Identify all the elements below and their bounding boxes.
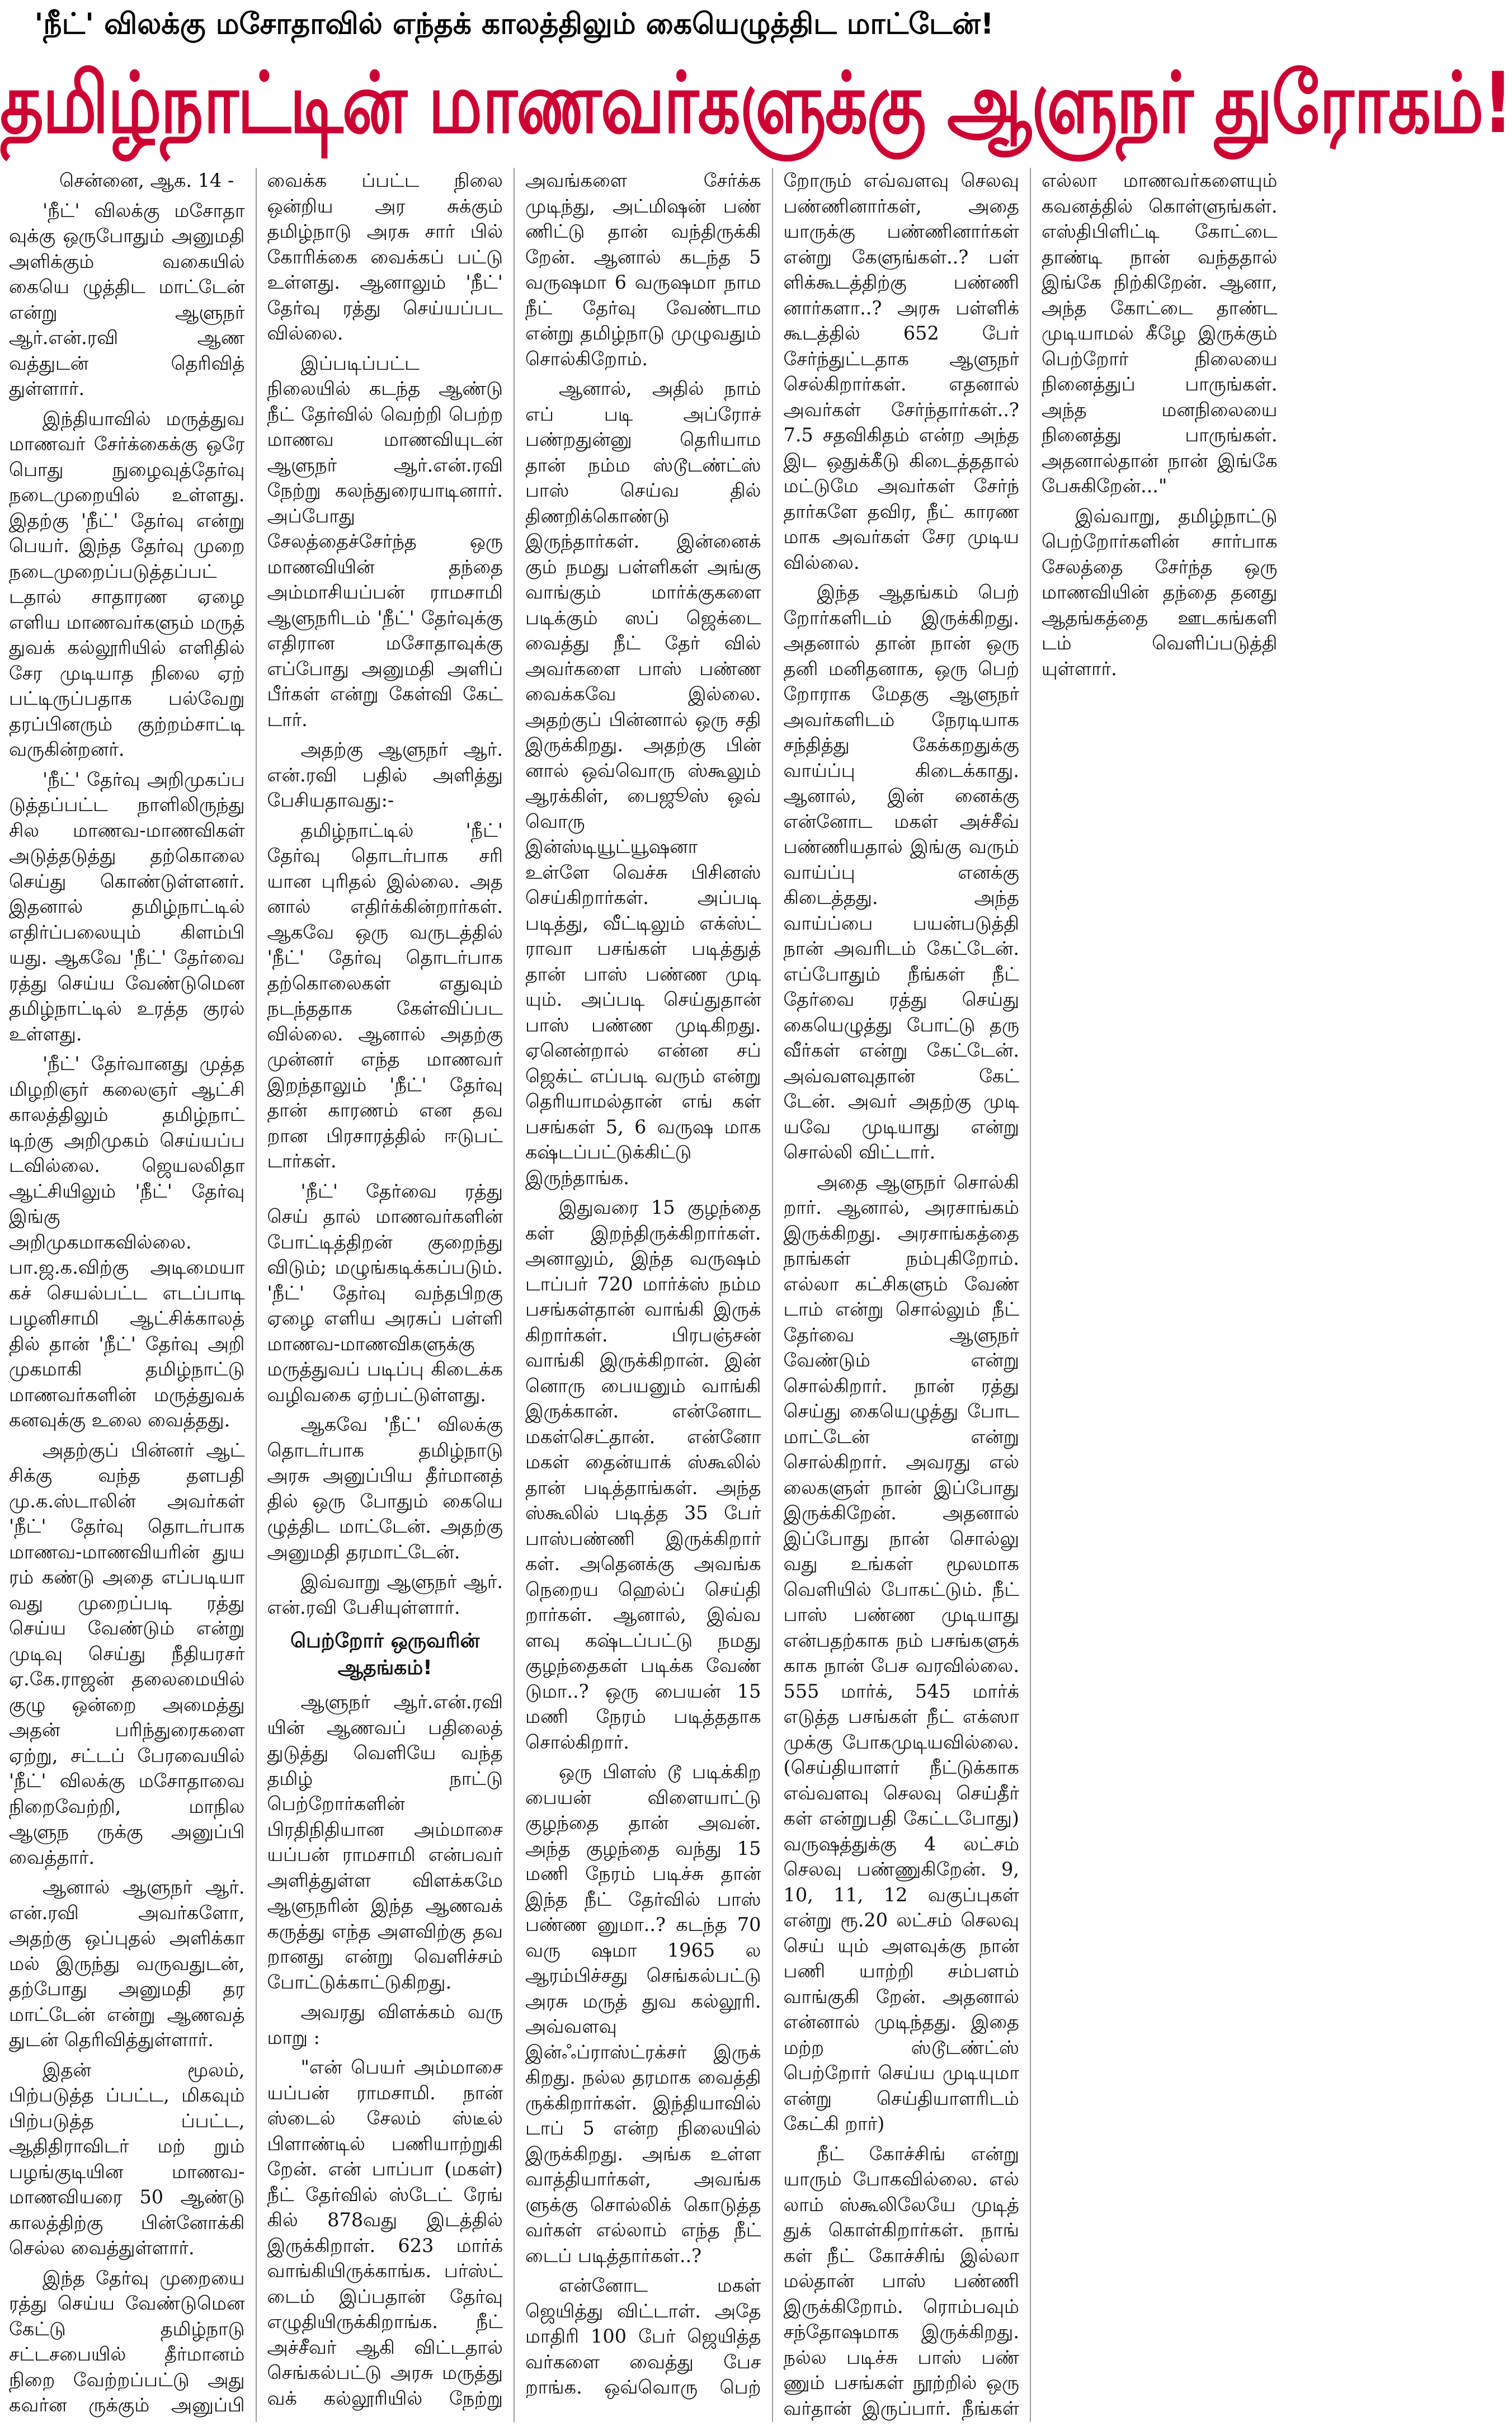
article-paragraph: இதுவரை 15 குழந்தை கள் இறந்திருக்கிறார்கள். அனாலும், இந்த வருஷம் டாப்பர் 720 மார்க்ஸ் நம்ம பசங்கள்தான் வாங்கி இருக் கிறார்கள். பிரபஞ்சன் வாங்கி இருக்கிறான். இன் னொரு பையனும் வாங்கி இருக்கான். என்னோட மகள்செட்தான். என்னோ மகள் தைன்யாக் ஸ்கூலில் தான் படித்தாங்கள். அந்த ஸ்கூலில் படித்த 35 பேர் பாஸ்பண்ணி இருக்கிறார் கள். அதெனக்கு அவங்க நெறைய ஹெல்ப் செய்தி றார்கள். ஆனால், இவ்வ ளவு கஷ்டப்பட்டு நமது குழந்தைகள் படிக்க வேண் டுமா..? ஒரு பையன் 15 மணி நேரம் படித்ததாக சொல்கிறார். — [525, 1196, 761, 1753]
article-paragraph: நீட் கோச்சிங் என்று யாரும் போகவில்லை. எல் லாம் ஸ்கூலிலேயே முடித் துக் கொள்கிறார்கள். நாங் கள் நீட் கோச்சிங் இல்லா மல்தான் பாஸ் பண்ணி இருக்கிறோம். ரொம்பவும் சந்தோஷமாக இருக்கிறது. நல்ல படிச்சு பாஸ் பண் ணும் பசங்கள் நூற்றில் ஒரு வர்தான் இருப்பார். நீங்கள் எல்லா மாணவர்களையும் கவனத்தில் கொள்ளுங்கள். எஸ்திபிளிட்டி கோட்டை தாண்டி நான் வந்ததால் இங்கே நிற்கிறேன். ஆனா, அந்த கோட்டை தாண்ட முடியாமல் கீழே இருக்கும் பெற்றோர் நிலையை நினைத்துப் பாருங்கள். அந்த மனநிலையை நினைத்து பாருங்கள். அதனால்தான் நான் இங்கே பேசுகிறேன்..." — [783, 169, 1278, 2419]
article-body — [9, 168, 1278, 2422]
article-paragraph: இப்படிப்பட்ட நிலையில் கடந்த ஆண்டு நீட் தேர்வில் வெற்றி பெற்ற மாணவ மாணவியுடன் ஆளுநர் ஆர்.என்.ரவி நேற்று கலந்துரையாடினார். அப்போது சேலத்தைச்சேர்ந்த ஒரு மாணவியின் தந்தை அம்மாசியப்பன் ராமசாமி ஆளுநரிடம் 'நீட்' தேர்வுக்கு எதிரான மசோதாவுக்கு எப்போது அனுமதி அளிப் பீர்கள் என்று கேள்வி கேட் டார். — [267, 352, 503, 731]
article-paragraph: இதன் மூலம், பிற்படுத்த ப்பட்ட, மிகவும் பிற்படுத்த ப்பட்ட, ஆதிதிராவிடர் மற் றும் பழங்குடியின மாணவ-மாணவியரை 50 ஆண்டு காலத்திற்கு பின்னோக்கி செல்ல வைத்துள்ளார். — [9, 2058, 245, 2259]
subheading: பெற்றோர் ஒருவரின் ஆதங்கம்! — [290, 1629, 480, 1679]
article-paragraph: 'நீட்' தேர்வை ரத்து செய் தால் மாணவர்களின் போட்டித்திறன் குறைந்து விடும்; மழுங்கடிக்கப்படும். 'நீட்' தேர்வு வந்தபிறகு ஏழை எளிய அரசுப் பள்ளி மாணவ-மாணவிகளுக்கு மருத்துவப் படிப்பு கிடைக்க வழிவகை ஏற்பட்டுள்ளது. — [267, 1180, 503, 1406]
article-paragraph: "என் பெயர் அம்மாசை யப்பன் ராமசாமி. நான் ஸ்டைல் சேலம் ஸ்டீல் பிளாண்டில் பணியாற்றுகி றேன். என் பாப்பா (மகள்) நீட் தேர்வில் ஸ்டேட் ரேங் கில் 878வது இடத்தில் இருக்கிறாள். 623 மார்க் வாங்கியிருக்காங்க. பர்ஸ்ட் டைம் இப்பதான் தேர்வு எழுதியிருக்கிறாங்க. நீட் அச்சீவர் ஆகி விட்டதால் செங்கல்பட்டு அரசு மருத்து வக் கல்லூரியில் நேற்று அவங்களை சேர்க்க முடிந்து, அட்மிஷன் பண் ணிட்டு தான் வந்திருக்கி றேன். ஆனால் கடந்த 5 வருஷமா 6 வருஷமா நாம நீட் தேர்வு வேண்டாம என்று தமிழ்நாடு முழுவதும் சொல்கிறோம். — [267, 169, 761, 2409]
article-paragraph: ஆளுநர் ஆர்.என்.ரவி யின் ஆணவப் பதிலைத் துடுத்து வெளியே வந்த தமிழ் நாட்டு பெற்றோர்களின் பிரதிநிதியான அம்மாசை யப்பன் ராமசாமி என்பவர் அளித்துள்ள விளக்கமே ஆளுநரின் இந்த ஆணவக் கருத்து எந்த அளவிற்கு தவ றானது என்று வெளிச்சம் போட்டுக்காட்டுகிறது. — [267, 1691, 503, 1993]
article-paragraph: ஒரு பிளஸ் டூ படிக்கிற பையன் விளையாட்டு குழந்தை தான் அவன். அந்த குழந்தை வந்து 15 மணி நேரம் படிச்சு தான் இந்த நீட் தேர்வில் பாஸ் பண்ண னுமா..? கடந்த 70 வரு ஷமா 1965 ல ஆரம்பிச்சது செங்கல்பட்டு அரசு மருத் துவ கல்லூரி. அவ்வளவு இன்ஃப்ராஸ்ட்ரக்சர் இருக் கிறது. நல்ல தரமாக வைத்தி ருக்கிறார்கள். இந்தியாவில் டாப் 5 என்ற நிலையில் இருக்கிறது. அங்க உள்ள வாத்தியார்கள், அவங்க ளுக்கு சொல்லிக் கொடுத்த வர்கள் எல்லாம் எந்த நீட் டைப் படித்தார்கள்..? — [525, 1761, 761, 2267]
article-paragraph: அதை ஆளுநர் சொல்கி றார். ஆனால், அரசாங்கம் இருக்கிறது. அரசாங்கத்தை நாங்கள் நம்புகிறோம். எல்லா கட்சிகளும் வேண் டாம் என்று சொல்லும் நீட் தேர்வை ஆளுநர் வேண்டும் என்று சொல்கிறார். நான் ரத்து செய்து கையெழுத்து போட மாட்டேன் என்று சொல்கிறார். அவரது எல் லைகளுள் நான் இப்போது இருக்கிறேன். அதனால் இப்போது நான் சொல்லு வது உங்கள் மூலமாக வெளியில் போகட்டும். நீட் பாஸ் பண்ண முடியாது என்பதற்காக நம் பசங்களுக் காக நான் பேச வரவில்லை. 555 மார்க், 545 மார்க் எடுத்த பசங்கள் நீட் எக்ஸா முக்கு போகமுடியவில்லை. (செய்தியாளர் நீட்டுக்காக எவ்வளவு செலவு செய்தீர் கள் என்றுபதி கேட்டபோது) வருஷத்துக்கு 4 லட்சம் செலவு பண்ணுகிறேன். 9, 10, 11, 12 வகுப்புகள் என்று ரூ.20 லட்சம் செலவு செய் யும் அளவுக்கு நான் பணி யாற்றி சம்பளம் வாங்குகி றேன். அதனால் என்னால் முடிந்தது. இதை மற்ற ஸ்டூடண்ட்ஸ் பெற்றோர் செய்ய முடியுமா என்று செய்தியாளரிடம் கேட்கி றார்) — [783, 1171, 1019, 2135]
top-banner: 'நீட்' விலக்கு மசோதாவில் எந்தக் காலத்திலும் கையெழுத்திட மாட்டேன்! — [34, 7, 994, 41]
article-paragraph: என்னோட மகள் ஜெயித்து விட்டாள். அதே மாதிரி 100 பேர் ஜெயித்த வர்களை வைத்து பேச றாங்க. ஒவ்வொரு பெற் றோரும் எவ்வளவு செலவு பண்ணினார்கள், அதை யாருக்கு பண்ணினார்கள் என்று கேளுங்கள்..? பள் ளிக்கூடத்திற்கு பண்ணி னார்களா..? அரசு பள்ளிக் கூடத்தில் 652 பேர் சேர்ந்துட்டதாக ஆளுநர் செல்கிறார்கள். எதனால் அவர்கள் சேர்ந்தார்கள்..? 7.5 சதவிகிதம் என்ற அந்த இட ஒதுக்கீடு கிடைத்ததால் மட்டுமே அவர்கள் சேர்ந் தார்களே தவிர, நீட் காரண மாக அவர்கள் சேர முடிய வில்லை. — [525, 169, 1019, 2398]
article-paragraph: அதற்கு ஆளுநர் ஆர். என்.ரவி பதில் அளித்து பேசியதாவது:- — [267, 738, 503, 811]
article-paragraph: இவ்வாறு ஆளுநர் ஆர். என்.ரவி பேசியுள்ளார். — [267, 1571, 503, 1618]
article-paragraph: ஆனால், அதில் நாம் எப் படி அப்ரோச் பண்றதுன்னு தெரியாம தான் நம்ம ஸ்டூடண்ட்ஸ் பாஸ் செய்வ தில் திணறிக்கொண்டு இருந்தார்கள். இன்னைக் கும் நமது பள்ளிகள் அங்கு வாங்கும் மார்க்குகளை படிக்கும் ஸப் ஜெக்டை வைத்து நீட் தேர் வில் அவர்களை பாஸ் பண்ண வைக்கவே இல்லை. அதற்குப் பின்னால் ஒரு சதி இருக்கிறது. அதற்கு பின் னால் ஒவ்வொரு ஸ்கூலும் ஆரக்கிள், பைஜூஸ் ஒவ் வொரு இன்ஸ்டியூட்யூஷனா உள்ளே வெச்சு பிசினஸ் செய்கிறார்கள். அப்படி படித்து, வீட்டிலும் எக்ஸ்ட் ராவா பசங்கள் படித்துத் தான் பாஸ் பண்ண முடி யும். அப்படி செய்துதான் பாஸ் பண்ண முடிகிறது. ஏனென்றால் என்ன சப் ஜெக்ட் எப்படி வரும் என்று தெரியாமல்தான் எங் கள் பசங்கள் 5, 6 வருஷ மாக கஷ்டப்பட்டுக்கிட்டு இருந்தாங்க. — [525, 378, 761, 1189]
article-paragraph: இந்த ஆதங்கம் பெற் றோர்களிடம் இருக்கிறது. அதனால் தான் நான் ஒரு தனி மனிதனாக, ஒரு பெற் றோராக மேதகு ஆளுநர் அவர்களிடம் நேரடியாக சந்தித்து கேக்கறதுக்கு வாய்ப்பு கிடைக்காது. ஆனால், இன் னைக்கு என்னோட மகள் அச்சீவ் பண்ணியதால் இங்கு வரும் வாய்ப்பு எனக்கு கிடைத்தது. அந்த வாய்ப்பை பயன்படுத்தி நான் அவரிடம் கேட்டேன். எப்போதும் நீங்கள் நீட் தேர்வை ரத்து செய்து கையெழுத்து போட்டு தரு வீர்கள் என்று கேட்டேன். அவ்வளவுதான் கேட் டேன். அவர் அதற்கு முடி யவே முடியாது என்று சொல்லி விட்டார். — [783, 581, 1019, 1163]
headline: தமிழ்நாட்டின் மாணவர்களுக்கு ஆளுநர் துரோகம்! — [0, 55, 1512, 153]
article-paragraph: 'நீட்' தேர்வு அறிமுகப்ப டுத்தப்பட்ட நாளிலிருந்து சில மாணவ-மாணவிகள் அடுத்தடுத்து தற்கொலை செய்து கொண்டுள்ளனர். இதனால் தமிழ்நாட்டில் எதிர்ப்பலையும் கிளம்பி யது. ஆகவே 'நீட்' தேர்வை ரத்து செய்ய வேண்டுமென தமிழ்நாட்டில் உரத்த குரல் உள்ளது. — [9, 768, 245, 1045]
article-paragraph: இந்த தேர்வு முறையை ரத்து செய்ய வேண்டுமென கேட்டு தமிழ்நாடு சட்டசபையில் தீர்மானம் நிறை வேற்றப்பட்டு அது கவர்ன ருக்கும் அனுப்பி வைக்க ப்பட்ட நிலை ஒன்றிய அர சுக்கும் தமிழ்நாடு அரசு சார் பில் கோரிக்கை வைக்கப் பட்டு உள்ளது. ஆனாலும் 'நீட்' தேர்வு ரத்து செய்யப்பட வில்லை. — [9, 169, 503, 2416]
article-paragraph: இவ்வாறு, தமிழ்நாட்டு பெற்றோர்களின் சார்பாக சேலத்தை சேர்ந்த ஒரு மாணவியின் தந்தை தனது ஆதங்கத்தை ஊடகங்களி டம் வெளிப்படுத்தி யுள்ளார். — [1042, 505, 1278, 680]
article-paragraph: தமிழ்நாட்டில் 'நீட்' தேர்வு தொடர்பாக சரி யான புரிதல் இல்லை. அத னால் எதிர்க்கின்றார்கள். ஆகவே ஒரு வருடத்தில் 'நீட்' தேர்வு தொடர்பாக தற்கொலைகள் எதுவும் நடந்ததாக கேள்விப்பட வில்லை. ஆனால் அதற்கு முன்னர் எந்த மாணவர் இறந்தாலும் 'நீட்' தேர்வு தான் காரணம் என தவ றான பிரசாரத்தில் ஈடுபட் டார்கள். — [267, 819, 503, 1172]
article-paragraph: 'நீட்' விலக்கு மசோதா வுக்கு ஒருபோதும் அனுமதி அளிக்கும் வகையில் கையெ ழுத்திட மாட்டேன் என்று ஆளுநர் ஆர்.என்.ரவி ஆண வத்துடன் தெரிவித் துள்ளார். — [9, 199, 245, 399]
article-paragraph: அதற்குப் பின்னர் ஆட் சிக்கு வந்த தளபதி மு.க.ஸ்டாலின் அவர்கள் 'நீட்' தேர்வு தொடர்பாக மாணவ-மாணவியரின் துய ரம் கண்டு அதை எப்படியா வது முறைப்படி ரத்து செய்ய வேண்டும் என்று முடிவு செய்து நீதியரசர் ஏ.கே.ராஜன் தலைமையில் குழு ஒன்றை அமைத்து அதன் பரிந்துரைகளை ஏற்று, சட்டப் பேரவையில் 'நீட்' விலக்கு மசோதாவை நிறைவேற்றி, மாநில ஆளுந ருக்கு அனுப்பி வைத்தார். — [9, 1439, 245, 1868]
headline-area — [0, 49, 1512, 159]
article-paragraph: ஆனால் ஆளுநர் ஆர். என்.ரவி அவர்களோ, அதற்கு ஒப்புதல் அளிக்கா மல் இருந்து வருவதுடன், தற்போது அனுமதி தர மாட்டேன் என்று ஆணவத் துடன் தெரிவித்துள்ளார். — [9, 1876, 245, 2051]
article-paragraph: ஆகவே 'நீட்' விலக்கு தொடர்பாக தமிழ்நாடு அரசு அனுப்பிய தீர்மானத் தில் ஒரு போதும் கையெ ழுத்திட மாட்டேன். அதற்கு அனுமதி தரமாட்டேன். — [267, 1414, 503, 1563]
dateline: சென்னை, ஆக. 14 - — [59, 169, 234, 191]
article-paragraph: 'நீட்' தேர்வானது முத்த மிழறிஞர் கலைஞர் ஆட்சி காலத்திலும் தமிழ்நாட் டிற்கு அறிமுகம் செய்யப்ப டவில்லை. ஜெயலலிதா ஆட்சியிலும் 'நீட்' தேர்வு இங்கு அறிமுகமாகவில்லை. பா.ஜ.க.விற்கு அடிமையா கச் செயல்பட்ட எடப்பாடி பழனிசாமி ஆட்சிக்காலத் தில் தான் 'நீட்' தேர்வு அறி முகமாகி தமிழ்நாட்டு மாணவர்களின் மருத்துவக் கனவுக்கு உலை வைத்தது. — [9, 1053, 245, 1431]
article-paragraph: இந்தியாவில் மருத்துவ மாணவர் சேர்க்கைக்கு ஒரே பொது நுழைவுத்தேர்வு நடைமுறையில் உள்ளது. இதற்கு 'நீட்' தேர்வு என்று பெயர். இந்த தேர்வு முறை நடைமுறைப்படுத்தப்பட் டதால் சாதாரண ஏழை எளிய மாணவர்களும் மருத் துவக் கல்லூரியில் எளிதில் சேர முடியாத நிலை ஏற் பட்டிருப்பதாக பல்வேறு தரப்பினரும் குற்றம்சாட்டி வருகின்றனர். — [9, 407, 245, 760]
article-paragraph: அவரது விளக்கம் வரு மாறு : — [267, 2001, 503, 2048]
